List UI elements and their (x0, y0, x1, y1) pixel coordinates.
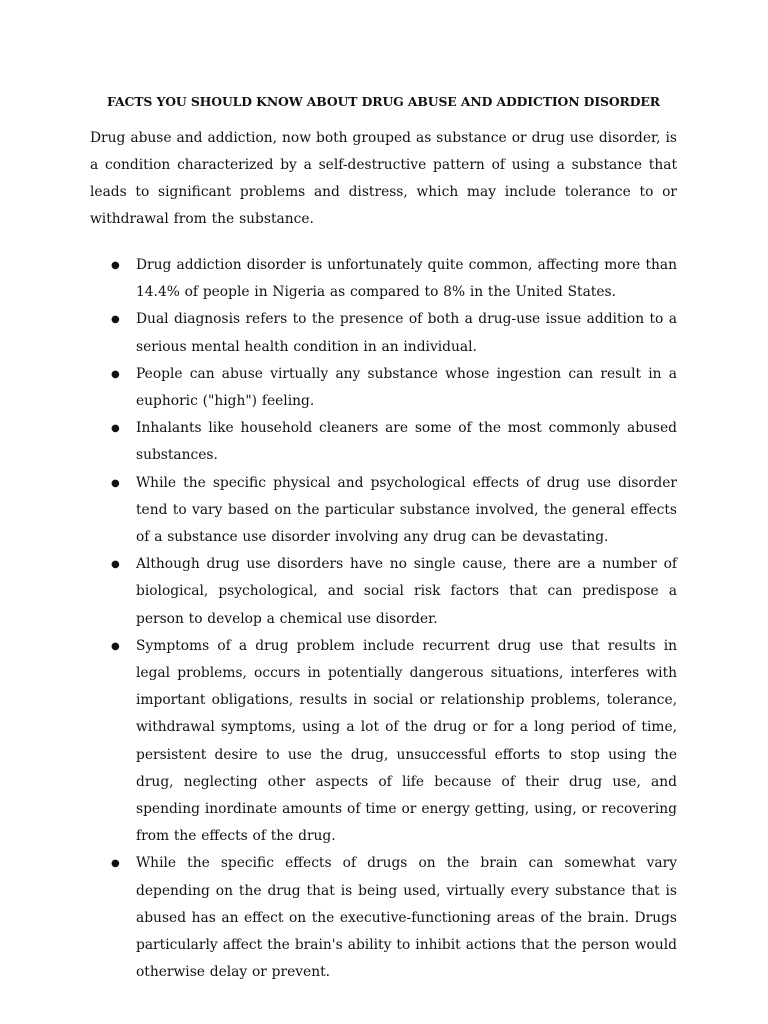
facts-list (90, 252, 677, 986)
list-item (90, 850, 677, 986)
bullet-icon: ● (111, 368, 120, 380)
list-item-text: People can abuse virtually any substance whose ingestion can result in a euphoric ("high") feeling. (136, 365, 677, 410)
bullet-icon: ● (111, 314, 120, 326)
bullet-icon: ● (111, 559, 120, 571)
list-item (90, 361, 677, 415)
list-item (90, 551, 677, 633)
list-item-text: Drug addiction disorder is unfortunately quite common, affecting more than 14.4% of people in Nigeria as compared to 8% in the United States. (136, 257, 677, 301)
list-item-text: Dual diagnosis refers to the presence of both a drug-use issue addition to a serious mental health condition in an individual. (136, 311, 677, 355)
list-item (90, 306, 677, 360)
list-item (90, 470, 677, 552)
list-item-text: While the specific effects of drugs on the brain can somewhat vary depending on the drug that is being used, virtually every substance that is abused has an effect on the executive-functioning areas of the brain. Drugs particularly affect the brain's ability to inhibit actions that the person would otherwise delay or prevent. (136, 855, 677, 981)
bullet-icon: ● (111, 260, 120, 271)
list-item (90, 415, 677, 469)
intro-paragraph: Drug abuse and addiction, now both grouped as substance or drug use disorder, is a condition characterized by a self-destructive pattern of using a substance that leads to significant problems and distress, which may include tolerance to or withdrawal from the substance. (90, 130, 677, 227)
document-title: FACTS YOU SHOULD KNOW ABOUT DRUG ABUSE AND ADDICTION DISORDER (107, 94, 660, 109)
list-item (90, 252, 677, 306)
bullet-icon: ● (111, 640, 120, 652)
bullet-icon: ● (111, 423, 120, 435)
bullet-icon: ● (111, 477, 120, 489)
bullet-icon: ● (111, 858, 120, 870)
list-item-text: Symptoms of a drug problem include recurrent drug use that results in legal problems, occurs in potentially dangerous situations, interferes with important obligations, results in social or relationship problems, tolerance, withdrawal symptoms, using a lot of the drug or for a long period of time, persistent desire to use the drug, unsuccessful efforts to stop using the drug, neglecting other aspects of life because of their drug use, and spending inordinate amounts of time or energy getting, using, or recovering from the effects of the drug. (136, 637, 677, 845)
list-item (90, 633, 677, 851)
list-item-text: While the specific physical and psychological effects of drug use disorder tend to vary based on the particular substance involved, the general effects of a substance use disorder involving any drug can be devastating. (136, 474, 677, 546)
list-item-text: Inhalants like household cleaners are some of the most commonly abused substances. (136, 420, 677, 464)
list-item-text: Although drug use disorders have no single cause, there are a number of biological, psychological, and social risk factors that can predispose a person to develop a chemical use disorder. (136, 556, 677, 627)
